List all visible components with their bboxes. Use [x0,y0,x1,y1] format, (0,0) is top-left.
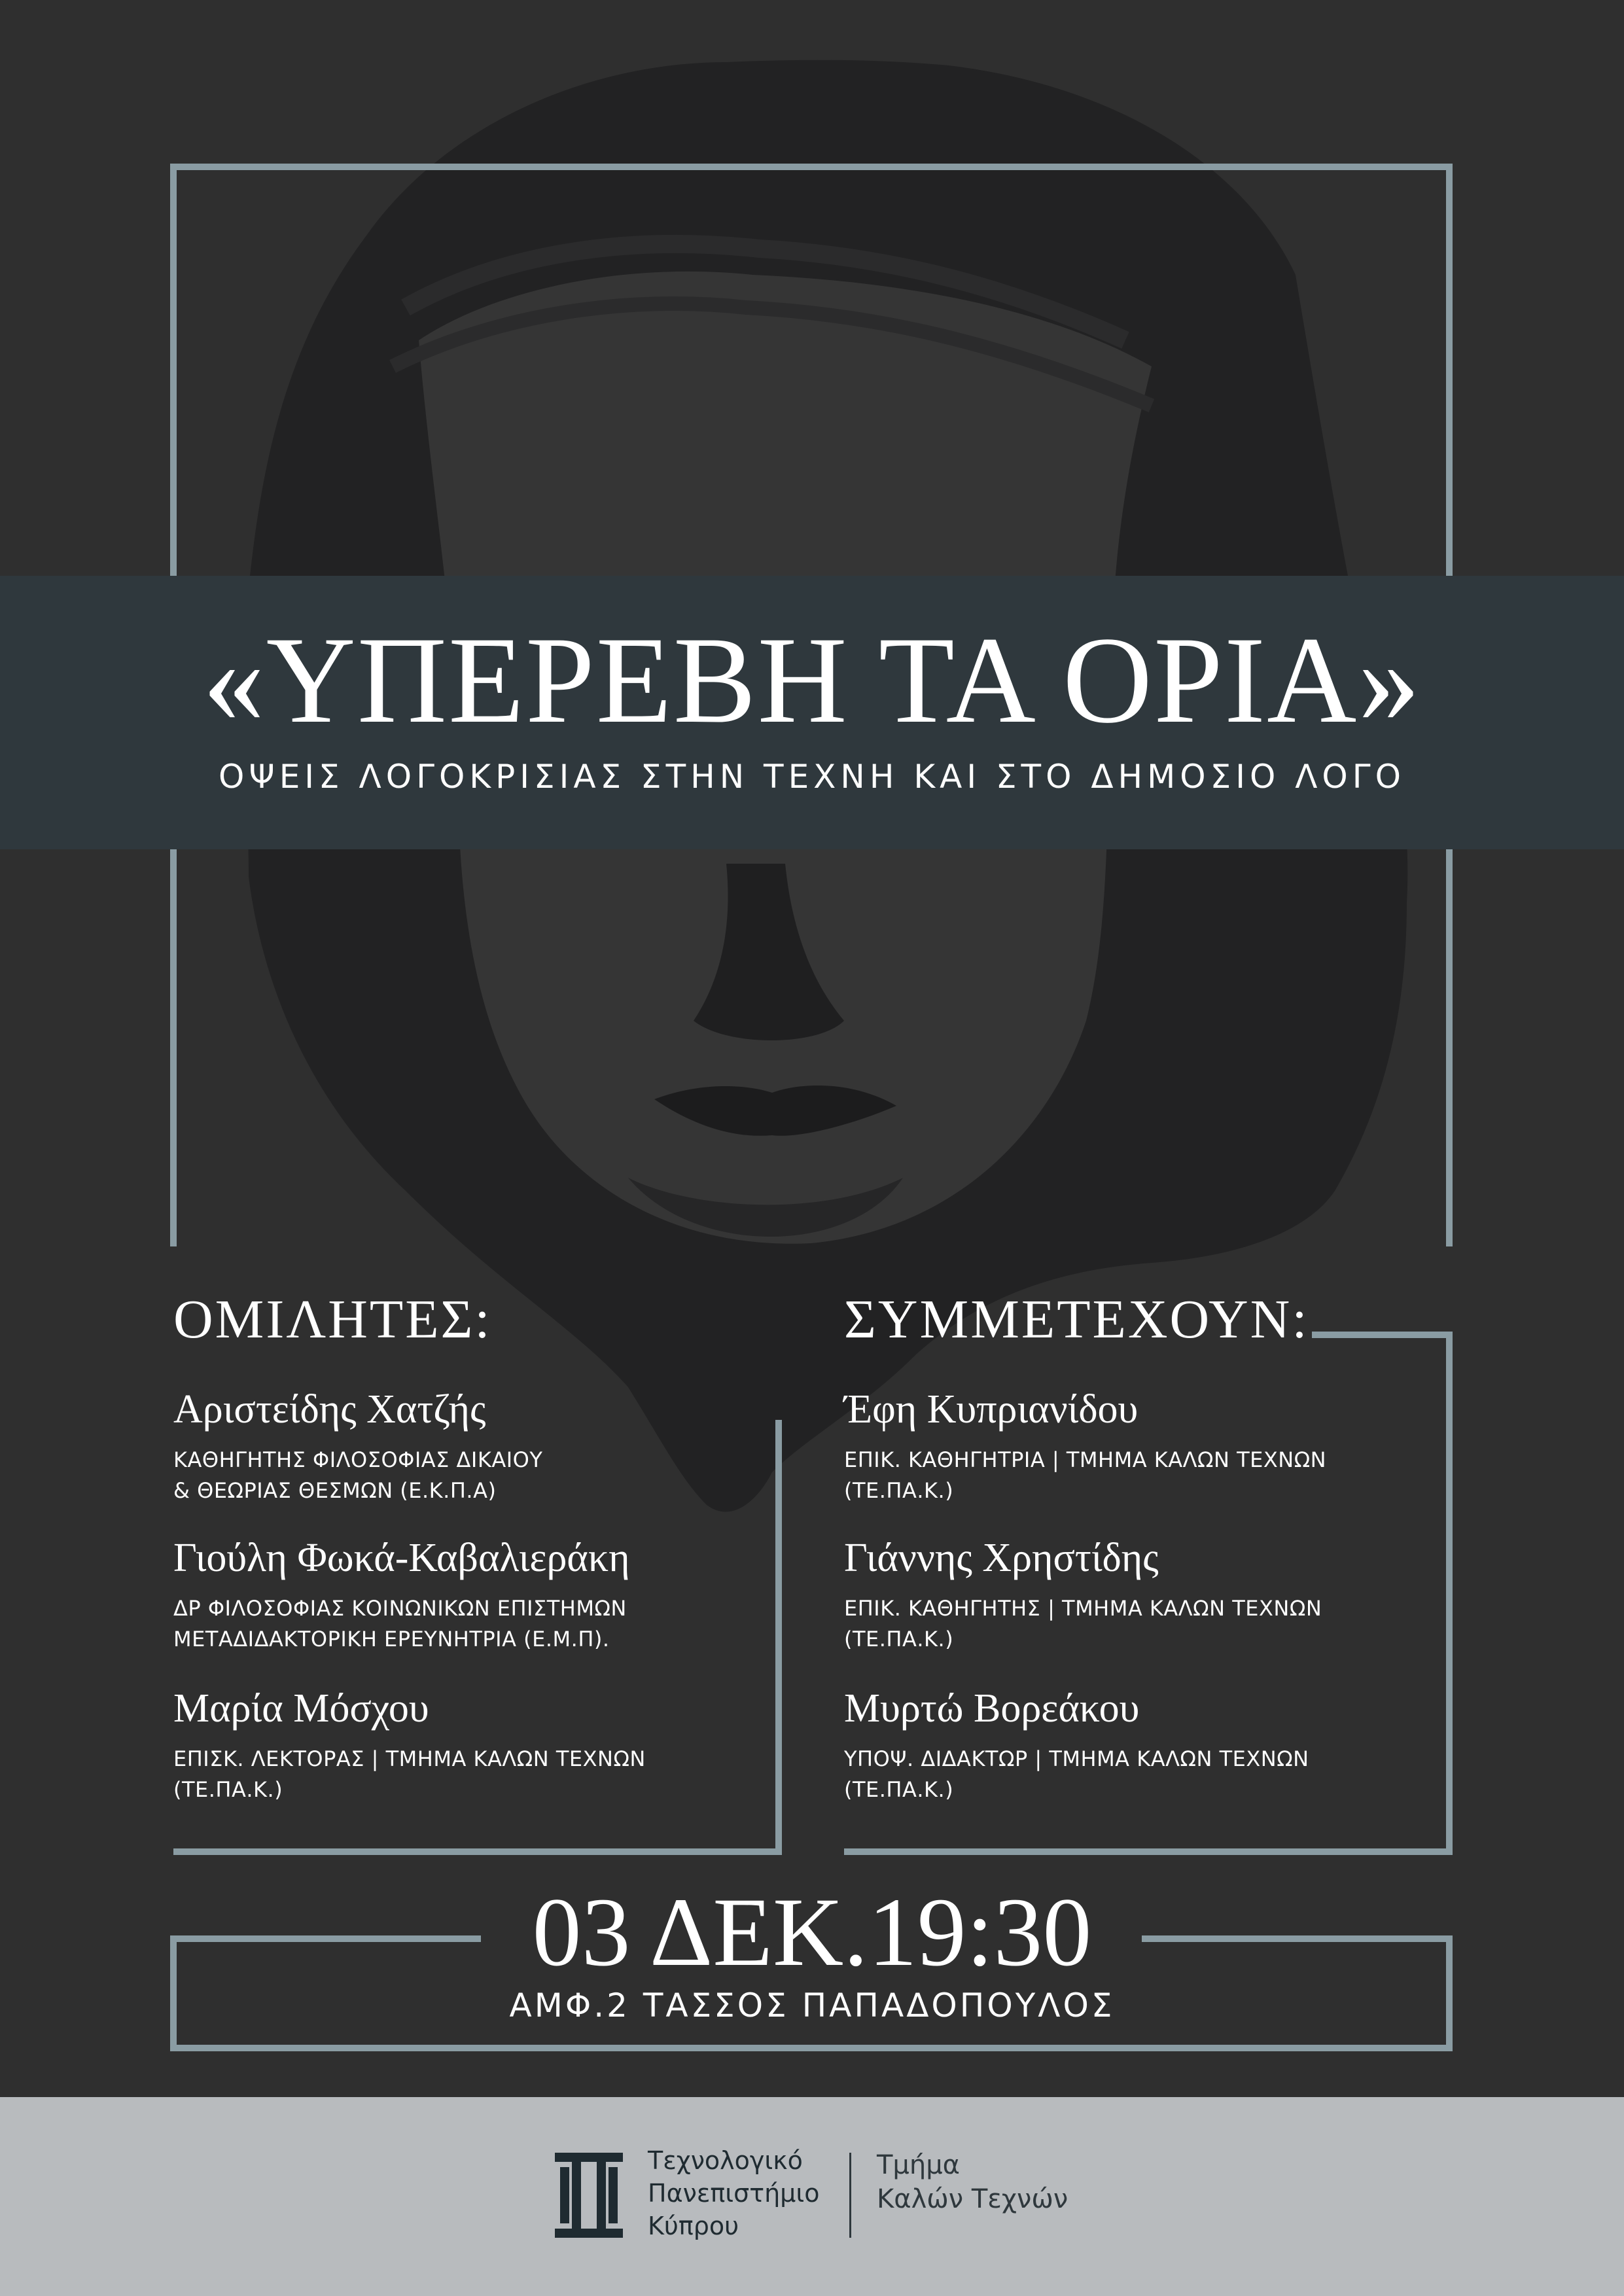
speaker-role-line: (ΤΕ.ΠΑ.Κ.) [173,1777,283,1802]
department-name-line: Καλών Τεχνών [877,2184,1068,2214]
speaker-role-line: ΔΡ ΦΙΛΟΣΟΦΙΑΣ ΚΟΙΝΩΝΙΚΩΝ ΕΠΙΣΤΗΜΩΝ [173,1596,627,1621]
speaker-name: Μαρία Μόσχου [173,1686,429,1731]
university-logo-icon [555,2153,623,2238]
participant-role-line: (ΤΕ.ΠΑ.Κ.) [844,1777,954,1802]
university-name-line: Πανεπιστήμιο [648,2179,820,2208]
participant-role [844,1445,1472,1506]
participant-name: Έφη Κυπριανίδου [844,1387,1139,1432]
event-venue: ΑΜΦ.2 ΤΑΣΣΟΣ ΠΑΠΑΔΟΠΟΥΛΟΣ [509,1987,1115,2024]
event-title: «ΥΠΕΡΕΒΗ ΤΑ ΟΡΙΑ» [202,612,1422,749]
participant-role-line: ΕΠΙΚ. ΚΑΘΗΓΗΤΡΙΑ | ΤΜΗΜΑ ΚΑΛΩΝ ΤΕΧΝΩΝ [844,1447,1327,1472]
participant-2 [844,1534,1472,1655]
speaker-role [173,1744,802,1805]
event-date-time: 03 ΔΕΚ.19:30 [532,1878,1092,1987]
university-name-line: Κύπρου [648,2212,739,2240]
speaker-3 [173,1685,802,1805]
participant-role [844,1744,1472,1805]
speaker-role [173,1445,802,1506]
university-name [648,2144,819,2242]
speaker-role-line: ΚΑΘΗΓΗΤΗΣ ΦΙΛΟΣΟΦΙΑΣ ΔΙΚΑΙΟΥ [173,1447,543,1472]
participant-role-line: (ΤΕ.ΠΑ.Κ.) [844,1627,954,1651]
event-subtitle: ΟΨΕΙΣ ΛΟΓΟΚΡΙΣΙΑΣ ΣΤΗΝ ΤΕΧΝΗ ΚΑΙ ΣΤΟ ΔΗΜΟΣΙΟ ΛΟΓΟ [219,758,1405,796]
department-name-line: Τμήμα [877,2150,961,2180]
participant-1 [844,1386,1472,1506]
department-name [877,2148,1068,2216]
participant-3 [844,1685,1472,1805]
participant-role-line: ΕΠΙΚ. ΚΑΘΗΓΗΤΗΣ | ΤΜΗΜΑ ΚΑΛΩΝ ΤΕΧΝΩΝ [844,1596,1322,1621]
footer-divider [849,2153,851,2238]
participant-role-line: (ΤΕ.ΠΑ.Κ.) [844,1478,954,1503]
participant-name: Γιάννης Χρηστίδης [844,1536,1159,1580]
speaker-name: Αριστείδης Χατζής [173,1387,486,1432]
speaker-name: Γιούλη Φωκά-Καβαλιεράκη [173,1536,630,1580]
speaker-role-line: ΕΠΙΣΚ. ΛΕΚΤΟΡΑΣ | ΤΜΗΜΑ ΚΑΛΩΝ ΤΕΧΝΩΝ [173,1746,646,1771]
speaker-1 [173,1386,802,1506]
participant-name: Μυρτώ Βορεάκου [844,1686,1140,1731]
speaker-role-line: ΜΕΤΑΔΙΔΑΚΤΟΡΙΚΗ ΕΡΕΥΝΗΤΡΙΑ (Ε.Μ.Π). [173,1627,610,1651]
participants-heading: ΣΥΜΜΕΤΕΧΟΥΝ: [844,1289,1309,1350]
participant-role-line: ΥΠΟΨ. ΔΙΔΑΚΤΩΡ | ΤΜΗΜΑ ΚΑΛΩΝ ΤΕΧΝΩΝ [844,1746,1309,1771]
participant-role [844,1593,1472,1655]
speakers-heading: ΟΜΙΛΗΤΕΣ: [173,1289,492,1350]
university-name-line: Τεχνολογικό [648,2146,803,2175]
speaker-role [173,1593,802,1655]
speaker-role-line: & ΘΕΩΡΙΑΣ ΘΕΣΜΩΝ (Ε.Κ.Π.Α) [173,1478,497,1503]
speaker-2 [173,1534,802,1655]
